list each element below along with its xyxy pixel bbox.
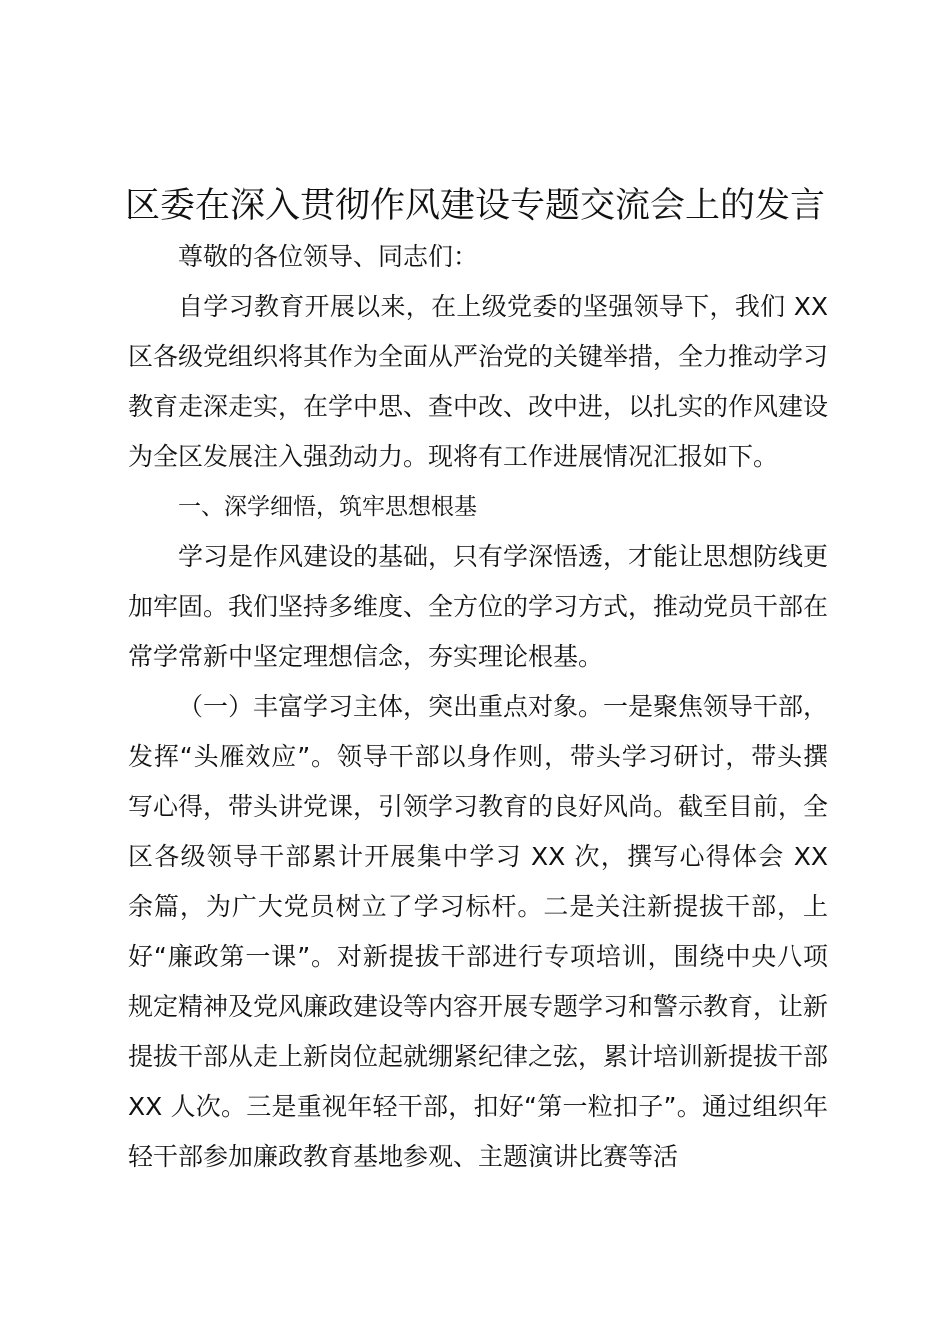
paragraph-intro: 自学习教育开展以来，在上级党委的坚强领导下，我们 XX 区各级党组织将其作为全面从严治党的关键举措，全力推动学习教育走深走实，在学中思、查中改、改中进，以扎实的作风建设为全区发展注入强劲动力。现将有工作进展情况汇报如下。 [128,292,829,471]
document-body [128,232,828,1182]
document-title: 区委在深入贯彻作风建设专题交流会上的发言 [124,186,825,226]
paragraph-subsection-1: （一）丰富学习主体，突出重点对象。一是聚焦领导干部，发挥“头雁效应”。领导干部以身作则，带头学习研讨，带头撰写心得，带头讲党课，引领学习教育的良好风尚。截至目前，全区各级领导干部累计开展集中学习 XX 次，撰写心得体会 XX 余篇，为广大党员树立了学习标杆。二是关注新提拔干部，上好“廉政第一课”。对新提拔干部进行专项培训，围绕中央八项规定精神及党风廉政建设等内容开展专题学习和警示教育，让新提拔干部从走上新岗位起就绷紧纪律之弦，累计培训新提拔干部 XX 人次。三是重视年轻干部，扣好“第一粒扣子”。通过组织年轻干部参加廉政教育基地参观、主题演讲比赛等活 [128,692,829,1171]
paragraph-section-1: 学习是作风建设的基础，只有学深悟透，才能让思想防线更加牢固。我们坚持多维度、全方位的学习方式，推动党员干部在常学常新中坚定理想信念，夯实理论根基。 [128,542,829,671]
salutation: 尊敬的各位领导、同志们： [178,242,479,271]
section-heading-1: 一、深学细悟，筑牢思想根基 [178,494,477,520]
